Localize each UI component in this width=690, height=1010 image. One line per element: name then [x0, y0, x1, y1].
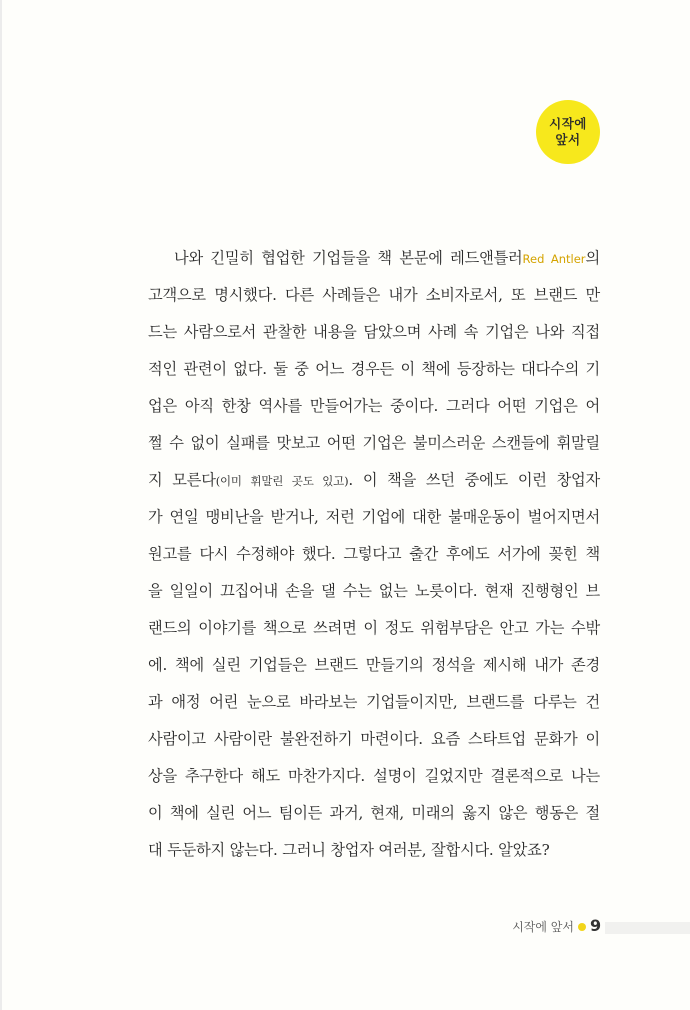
body-line: 원고를 다시 수정해야 했다. 그렇다고 출간 후에도 서가에 꽂힌 책 — [148, 545, 600, 563]
body-line — [148, 462, 600, 499]
aside-note: (이미 휘말린 곳도 있고) — [215, 474, 349, 488]
footer-bar — [605, 922, 690, 934]
body-line: 랜드의 이야기를 책으로 쓰려면 이 정도 위험부담은 안고 가는 수밖 — [148, 619, 600, 637]
body-line: 상을 추구한다 해도 마찬가지다. 설명이 길었지만 결론적으로 나는 — [148, 767, 600, 785]
body-line: 이 책에 실린 어느 팀이든 과거, 현재, 미래의 옳지 않은 행동은 절 — [148, 804, 600, 822]
footer-running-title: 시작에 앞서 — [512, 920, 574, 934]
body-line: 에. 책에 실린 기업들은 브랜드 만들기의 정석을 제시해 내가 존경 — [148, 656, 600, 674]
body-line: 대 두둔하지 않는다. 그러니 창업자 여러분, 잘합시다. 알았죠? — [148, 841, 550, 859]
page-number: 9 — [590, 916, 602, 935]
footer-dot-icon — [578, 923, 586, 931]
body-line: 드는 사람으로서 관찰한 내용을 담았으며 사례 속 기업은 나와 직접 — [148, 323, 600, 341]
body-line: 쩔 수 없이 실패를 맛보고 어떤 기업은 불미스러운 스캔들에 휘말릴 — [148, 434, 600, 452]
section-badge-line1: 시작에 — [549, 116, 587, 131]
body-line-text: 나와 긴밀히 협업한 기업들을 책 본문에 레드앤틀러 — [174, 249, 523, 267]
body-line-text: 지 모른다 — [148, 471, 216, 489]
body-line: 과 애정 어린 눈으로 바라보는 기업들이지만, 브랜드를 다루는 건 — [148, 693, 600, 711]
body-line-text: . 이 책을 쓰던 중에도 이런 창업자 — [348, 471, 600, 489]
ref-name: Red Antler — [522, 252, 586, 266]
body-text — [148, 240, 600, 869]
ref-suffix: 의 — [585, 249, 600, 267]
page-edge — [0, 0, 2, 1010]
body-line: 업은 아직 한창 역사를 만들어가는 중이다. 그러다 어떤 기업은 어 — [148, 397, 600, 415]
body-line: 적인 관련이 없다. 둘 중 어느 경우든 이 책에 등장하는 대다수의 기 — [148, 360, 600, 378]
body-line: 사람이고 사람이란 불완전하기 마련이다. 요즘 스타트업 문화가 이 — [148, 730, 600, 748]
section-badge-line2: 앞서 — [555, 132, 581, 147]
body-line — [148, 240, 600, 277]
section-badge — [536, 100, 600, 164]
body-line: 고객으로 명시했다. 다른 사례들은 내가 소비자로서, 또 브랜드 만 — [148, 286, 600, 304]
body-line: 을 일일이 끄집어내 손을 댈 수는 없는 노릇이다. 현재 진행형인 브 — [148, 582, 600, 600]
body-line: 가 연일 맹비난을 받거나, 저런 기업에 대한 불매운동이 벌어지면서 — [148, 508, 600, 526]
